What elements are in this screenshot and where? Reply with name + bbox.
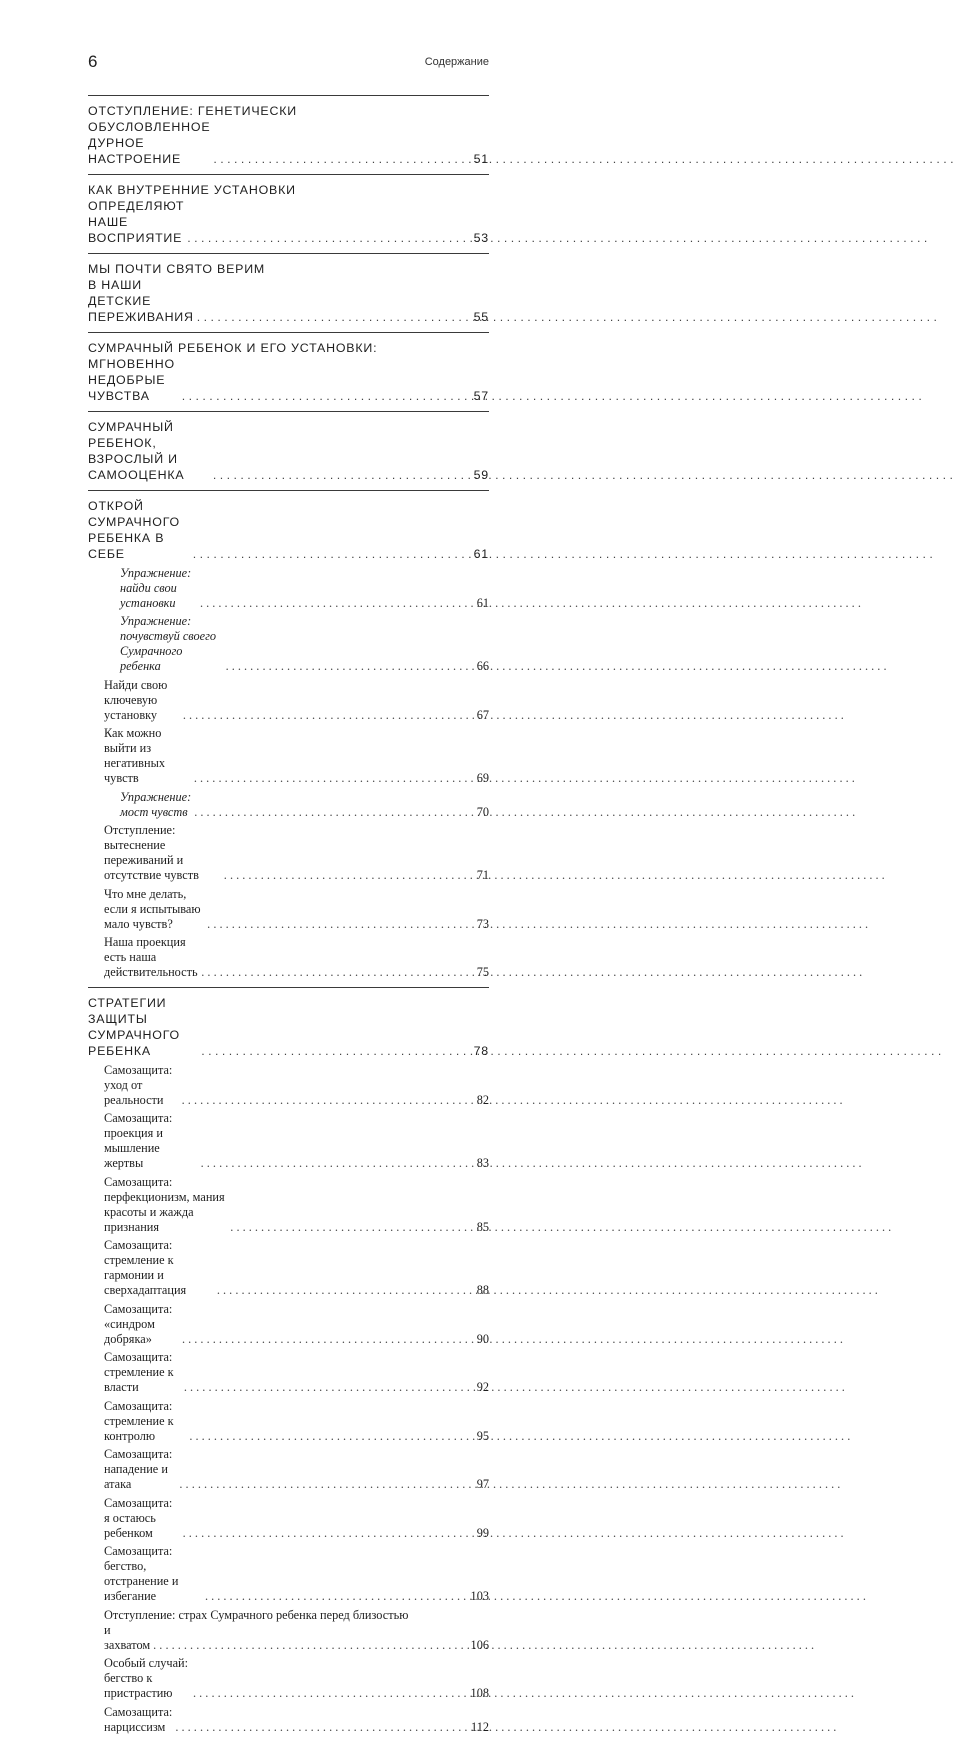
- toc-page-number: 88: [476, 1283, 489, 1297]
- dot-leader: [182, 388, 468, 404]
- toc-section: [88, 987, 489, 1742]
- toc-subentry: [88, 935, 489, 980]
- toc-page-number: 55: [473, 310, 489, 324]
- toc-chapter-entry: [88, 340, 489, 356]
- dot-leader: [201, 1043, 468, 1059]
- toc-section: [88, 490, 489, 987]
- toc-entry-title: Особый случай: бегство к пристрастию: [104, 1656, 189, 1700]
- toc-section: [88, 95, 489, 174]
- toc-chapter-entry: [88, 261, 489, 277]
- dot-leader: [194, 771, 468, 786]
- toc-chapter-entry: [88, 356, 489, 404]
- toc-page-number: 61: [476, 595, 489, 610]
- toc-page-number: 69: [476, 771, 489, 785]
- toc-page-number: 66: [476, 659, 489, 673]
- toc-entry-title: Самозащита: нападение и атака: [104, 1447, 173, 1491]
- toc-subentry: [88, 1238, 489, 1298]
- toc-entry-title: В НАШИ ДЕТСКИЕ ПЕРЕЖИВАНИЯ: [88, 278, 194, 324]
- dot-leader: [194, 805, 468, 820]
- dot-leader: [230, 1220, 468, 1235]
- toc-entry-title: МГНОВЕННО НЕДОБРЫЕ ЧУВСТВА: [88, 357, 175, 403]
- toc-entry-title: Самозащита: я остаюсь ребенком: [104, 1495, 173, 1540]
- toc-entry-title: ОТСТУПЛЕНИЕ: ГЕНЕТИЧЕСКИ: [88, 104, 297, 118]
- dot-leader: [182, 1093, 468, 1108]
- dot-leader: [187, 230, 468, 246]
- dot-leader: [226, 659, 468, 674]
- toc-entry-title: Самозащита: проекция и мышление жертвы: [104, 1111, 173, 1170]
- toc-entry-title: СТРАТЕГИИ ЗАЩИТЫ СУМРАЧНОГО РЕБЕНКА: [88, 996, 180, 1058]
- dot-leader: [183, 1526, 468, 1541]
- toc-page-number: 71: [476, 868, 489, 882]
- toc-subentry: [88, 823, 489, 883]
- toc-page-number: 95: [476, 1428, 489, 1443]
- toc-subentry: [88, 1544, 489, 1604]
- toc-subentry: [88, 1496, 489, 1541]
- dot-leader: [197, 309, 468, 325]
- toc-chapter-entry: [88, 198, 489, 246]
- toc-entry-title: КАК ВНУТРЕННИЕ УСТАНОВКИ: [88, 183, 296, 197]
- toc-entry-title: Как можно выйти из негативных чувств: [104, 726, 165, 785]
- toc-page-number: 90: [476, 1331, 489, 1346]
- toc-subentry: [88, 887, 489, 932]
- toc-subentry: [88, 1111, 489, 1171]
- dot-leader: [153, 1638, 467, 1653]
- toc-page-number: 61: [473, 547, 489, 561]
- toc-entry-title: Отступление: страх Сумрачного ребенка перед близостью: [104, 1607, 409, 1622]
- toc-chapter-entry: [88, 995, 489, 1059]
- toc-page-number: 83: [476, 1156, 489, 1170]
- toc-entry-title: Самозащита: уход от реальности: [104, 1062, 173, 1107]
- dot-leader: [224, 868, 468, 883]
- toc-page-number: 57: [473, 389, 489, 403]
- toc-page-number: 67: [476, 707, 489, 722]
- toc-page-number: 59: [473, 468, 489, 482]
- toc-page-number: 70: [476, 804, 489, 819]
- toc-entry-title: Найди свою ключевую установку: [104, 677, 168, 722]
- dot-leader: [213, 467, 468, 483]
- toc-exercise-entry: [88, 614, 489, 674]
- toc-entry-title: Самозащита: «синдром добряка»: [104, 1301, 173, 1346]
- toc-page-number: 108: [470, 1686, 489, 1700]
- toc-entry-title: Упражнение: мост чувств: [120, 789, 192, 819]
- toc-subentry: [88, 1705, 489, 1735]
- toc-entry-title: Самозащита: стремление к гармонии и сверхадаптация: [104, 1238, 187, 1297]
- dot-leader: [189, 1429, 468, 1444]
- dot-leader: [179, 1477, 468, 1492]
- dot-leader: [200, 596, 468, 611]
- toc-entry-title: Наша проекция есть наша действительность: [104, 935, 198, 979]
- toc-entry-title: Самозащита: стремление к власти: [104, 1350, 174, 1394]
- dot-leader: [193, 1686, 468, 1701]
- toc-entry-title: Самозащита: перфекционизм, мания красоты и жажда признания: [104, 1174, 225, 1234]
- toc-exercise-entry: [88, 790, 489, 820]
- toc-page-number: 106: [470, 1637, 489, 1652]
- toc-page-number: 75: [476, 965, 489, 979]
- toc-subentry: [88, 1656, 489, 1701]
- toc-page-number: 73: [476, 916, 489, 931]
- dot-leader: [201, 965, 468, 980]
- dot-leader: [182, 1332, 468, 1347]
- toc-page-number: 99: [476, 1525, 489, 1540]
- toc-page-number: 103: [470, 1589, 489, 1603]
- toc-subentry: [88, 1063, 489, 1108]
- toc-subentry: [88, 1302, 489, 1347]
- toc-section: [88, 174, 489, 253]
- toc-page-number: 53: [473, 231, 489, 245]
- dot-leader: [201, 1156, 468, 1171]
- dot-leader: [183, 708, 468, 723]
- toc-section: [88, 253, 489, 332]
- toc-page-number: 51: [473, 152, 489, 166]
- toc-subentry: [88, 1447, 489, 1492]
- toc-page-number: 97: [476, 1477, 489, 1491]
- toc-chapter-entry: [88, 498, 489, 562]
- toc-chapter-entry: [88, 182, 489, 198]
- toc-entry-title: ОПРЕДЕЛЯЮТ НАШЕ ВОСПРИЯТИЕ: [88, 199, 185, 245]
- toc-entry-title: Упражнение: найди свои установки: [120, 565, 192, 610]
- toc-entry-title: МЫ ПОЧТИ СВЯТО ВЕРИМ: [88, 262, 266, 276]
- toc-section: [88, 411, 489, 490]
- toc-page-number: 112: [471, 1719, 489, 1734]
- toc-entry-title: ОТКРОЙ СУМРАЧНОГО РЕБЕНКА В СЕБЕ: [88, 499, 180, 561]
- toc-entry-title: Упражнение: почувствуй своего Сумрачного ребенка: [120, 614, 217, 673]
- toc-page-number: 85: [476, 1219, 489, 1234]
- dot-leader: [207, 917, 468, 932]
- toc-subentry: [88, 1175, 489, 1235]
- dot-leader: [217, 1283, 468, 1298]
- toc-subentry: [88, 1623, 489, 1653]
- table-of-contents: [88, 95, 489, 1742]
- toc-entry-title: СУМРАЧНЫЙ РЕБЕНОК И ЕГО УСТАНОВКИ:: [88, 341, 378, 355]
- dot-leader: [184, 1380, 468, 1395]
- toc-subentry: [88, 678, 489, 723]
- toc-page-number: 92: [476, 1380, 489, 1394]
- toc-subentry: [88, 726, 489, 786]
- toc-chapter-entry: [88, 103, 489, 119]
- dot-leader: [193, 546, 468, 562]
- toc-subentry: [88, 1399, 489, 1444]
- toc-subentry: [88, 1350, 489, 1395]
- toc-entry-title: Что мне делать, если я испытываю мало чувств?: [104, 886, 201, 931]
- toc-exercise-entry: [88, 566, 489, 611]
- toc-page-number: 78: [473, 1044, 489, 1058]
- toc-entry-title: Отступление: вытеснение переживаний и отсутствие чувств: [104, 823, 199, 882]
- toc-page-number: 82: [476, 1092, 489, 1107]
- toc-entry-title: ОБУСЛОВЛЕННОЕ ДУРНОЕ НАСТРОЕНИЕ: [88, 120, 211, 166]
- toc-entry-title: СУМРАЧНЫЙ РЕБЕНОК, ВЗРОСЛЫЙ И САМООЦЕНКА: [88, 420, 185, 482]
- toc-entry-title: Самозащита: нарциссизм: [104, 1704, 173, 1734]
- toc-entry-title: Самозащита: бегство, отстранение и избегание: [104, 1544, 179, 1603]
- dot-leader: [213, 151, 468, 167]
- toc-entry-title: и захватом: [104, 1622, 151, 1652]
- toc-chapter-entry: [88, 277, 489, 325]
- dot-leader: [205, 1589, 468, 1604]
- toc-entry-title: Самозащита: стремление к контролю: [104, 1398, 174, 1443]
- running-head: Содержание: [424, 56, 489, 68]
- toc-chapter-entry: [88, 119, 489, 167]
- toc-subentry: [88, 1608, 489, 1623]
- toc-chapter-entry: [88, 419, 489, 483]
- toc-section: [88, 332, 489, 411]
- dot-leader: [175, 1720, 468, 1735]
- page-number: 6: [88, 52, 98, 71]
